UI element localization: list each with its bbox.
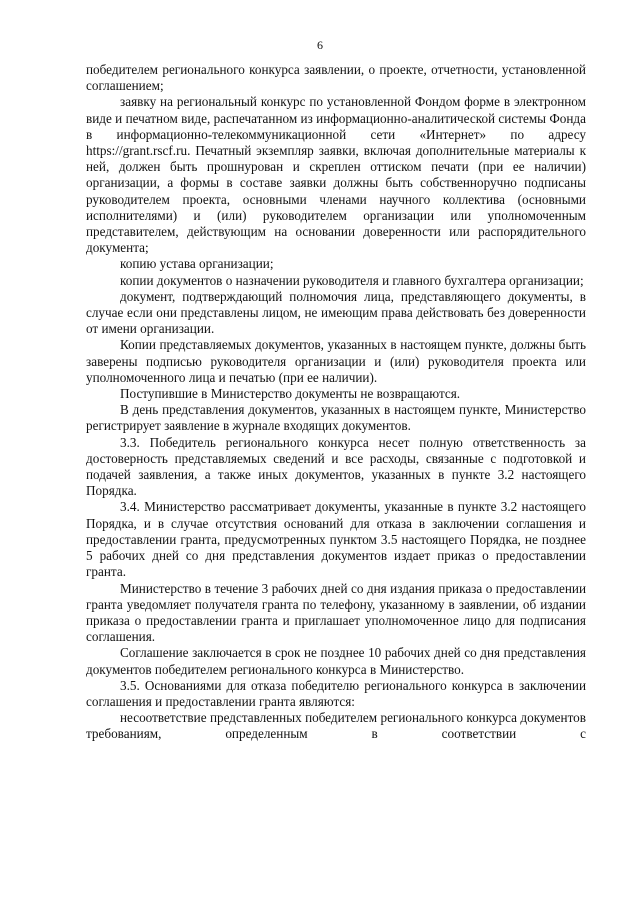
paragraph-3: копию устава организации;: [120, 256, 274, 272]
paragraph-5: документ, подтверждающий полномочия лица, представляющего документы, в случае если они представлены лицом, не имеющим права действовать без доверенности от имени организации.: [86, 288, 586, 337]
paragraph-7: Поступившие в Министерство документы не возвращаются.: [120, 386, 461, 402]
page-number: 6: [317, 38, 323, 52]
paragraph-4: копии документов о назначении руководителя и главного бухгалтера организации;: [120, 272, 584, 288]
paragraph-6: Копии представляемых документов, указанных в настоящем пункте, должны быть заверены подписью руководителя организации и (или) руководителя проекта или уполномоченного лица и печатью (при ее наличии).: [86, 337, 586, 385]
document-body: [86, 62, 586, 743]
paragraph-11: Министерство в течение 3 рабочих дней со дня издания приказа о предоставлении гранта уведомляет получателя гранта по телефону, указанному в заявлении, об издании приказа о предоставлении гранта и приглашает уполномоченное лицо для подписания соглашения.: [86, 580, 586, 645]
paragraph-12: Соглашение заключается в срок не позднее 10 рабочих дней со дня представления документов победителем регионального конкурса в Министерство.: [86, 645, 586, 677]
paragraph-9: 3.3. Победитель регионального конкурса несет полную ответственность за достоверность представляемых сведений и все расходы, связанные с подготовкой и подачей заявления, а также иных документов, указанных в пункте 3.2 настоящего Порядка.: [86, 434, 586, 499]
paragraph-2: заявку на региональный конкурс по установленной Фондом форме в электронном виде и печатном виде, распечатанном из информационно-аналитической системы Фонда в информационно-телекоммуникационной сети «Интернет» по адресу https://grant.rscf.ru. Печатный экземпляр заявки, включая дополнительные материалы к ней, должен быть прошнурован и скреплен оттиском печати (при ее наличии) организации, а формы в составе заявки должны быть собственноручно подписаны руководителем проекта, основными членами научного коллектива (основными исполнителями) и (или) руководителем организации или уполномоченным представителем, действующим на основании доверенности или распорядительного документа;: [86, 94, 586, 256]
paragraph-10: 3.4. Министерство рассматривает документы, указанные в пункте 3.2 настоящего Порядка, и в случае отсутствия оснований для отказа в заключении соглашения и предоставлении гранта, предусмотренных пунктом 3.5 настоящего Порядка, не позднее 5 рабочих дней со дня представления документов издает приказ о предоставлении гранта.: [86, 499, 586, 580]
paragraph-13: 3.5. Основаниями для отказа победителю регионального конкурса в заключении соглашения и предоставлении гранта являются:: [86, 677, 586, 709]
paragraph-8: В день представления документов, указанных в настоящем пункте, Министерство регистрирует заявление в журнале входящих документов.: [86, 402, 586, 434]
paragraph-14: несоответствие представленных победителем регионального конкурса документов требованиям, определенным в соответствии с: [86, 710, 586, 742]
paragraph-1: победителем регионального конкурса заявлении, о проекте, отчетности, установленной соглашением;: [86, 62, 586, 94]
